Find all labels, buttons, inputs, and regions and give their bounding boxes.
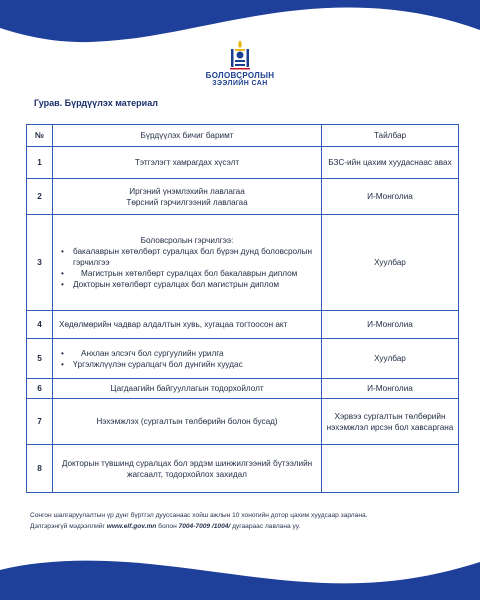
list-item: • Магистрын хөтөлбөрт суралцах бол бакалаврын диплом: [59, 268, 315, 279]
row-document: Нэхэмжлэх (сургалтын төлбөрийн болон бусад): [53, 399, 322, 445]
table-header-row: [27, 125, 459, 147]
row-note: И-Монголиа: [322, 179, 459, 215]
row-number: 4: [27, 311, 53, 339]
phone-number: 7004-7009 /1004/: [178, 523, 231, 530]
footer-line1: Сонгон шалгаруулалтын үр дүнг бүртгэл дууссанаас хойш ажлын 10 хоногийн дотор цахим хуудсаар зарлана.: [30, 512, 368, 519]
document-bullet-list: [59, 348, 315, 370]
footer-note: [30, 510, 460, 532]
row-number: 2: [27, 179, 53, 215]
row-document: Хөдөлмөрийн чадвар алдалтын хувь, хугацаа тогтоосон акт: [53, 311, 322, 339]
row-number: 8: [27, 445, 53, 493]
row-note: И-Монголиа: [322, 379, 459, 399]
row-document: Тэтгэлэгт хамрагдах хүсэлт: [53, 147, 322, 179]
footer-text: дугаараас лавлана уу.: [230, 523, 301, 530]
row-number: 1: [27, 147, 53, 179]
logo-text-line1: БОЛОВСРОЛЫН: [205, 71, 275, 80]
table-row: [27, 147, 459, 179]
row-document: [53, 339, 322, 379]
row-note: Хуулбар: [322, 215, 459, 311]
table-row: [27, 399, 459, 445]
row-note: Хуулбар: [322, 339, 459, 379]
section-title: Гурав. Бүрдүүлэх материал: [34, 98, 158, 108]
document-lead: Боловсролын гэрчилгээ:: [140, 236, 234, 245]
document-line: Иргэний үнэмлэхийн лавлагаа: [129, 186, 245, 196]
row-document: Цагдаагийн байгууллагын тодорхойлолт: [53, 379, 322, 399]
footer-text: болон: [156, 523, 179, 530]
row-number: 5: [27, 339, 53, 379]
row-document: [53, 179, 322, 215]
header-document: Бүрдүүлэх бичиг баримт: [53, 125, 322, 147]
table-row: [27, 339, 459, 379]
table-row: [27, 311, 459, 339]
header-note: Тайлбар: [322, 125, 459, 147]
table-row: [27, 445, 459, 493]
row-note: БЗС-ийн цахим хуудаснаас авах: [322, 147, 459, 179]
table-row: [27, 379, 459, 399]
row-document: Докторын түвшинд суралцах бол эрдэм шинжилгээний бүтээлийн жагсаалт, тодорхойлох захидал: [53, 445, 322, 493]
table-row: [27, 179, 459, 215]
list-item: • Үргэлжлүүлэн суралцагч бол дүнгийн хуудас: [59, 359, 315, 370]
header-no: №: [27, 125, 53, 147]
row-note: И-Монголиа: [322, 311, 459, 339]
row-number: 7: [27, 399, 53, 445]
document-line: Төрсний гэрчилгээний лавлагаа: [126, 197, 248, 207]
list-item: • бакалаврын хөтөлбөрт суралцах бол бүрэн дунд боловсролын гэрчилгээ: [59, 246, 315, 268]
footer-text: Дэлгэрэнгүй мэдээллийг: [30, 523, 107, 530]
list-item: • Докторын хөтөлбөрт суралцах бол магистрын диплом: [59, 279, 315, 290]
row-note: [322, 445, 459, 493]
document-bullet-list: [59, 246, 315, 290]
row-document: [53, 215, 322, 311]
logo-text-line2: ЗЭЭЛИЙН САН: [212, 80, 268, 87]
logo: [198, 38, 282, 87]
row-number: 3: [27, 215, 53, 311]
list-item: • Анхлан элсэгч бол сургуулийн урилга: [59, 348, 315, 359]
website-link[interactable]: www.elf.gov.mn: [106, 523, 157, 530]
row-note: Хэрвээ сургалтын төлбөрийн нэхэмжлэл ирсэн бол хавсаргана: [322, 399, 459, 445]
bottom-wave-decoration: [0, 530, 480, 600]
soyombo-emblem-icon: [227, 38, 253, 70]
row-number: 6: [27, 379, 53, 399]
materials-table: [26, 124, 459, 493]
table-row: [27, 215, 459, 311]
